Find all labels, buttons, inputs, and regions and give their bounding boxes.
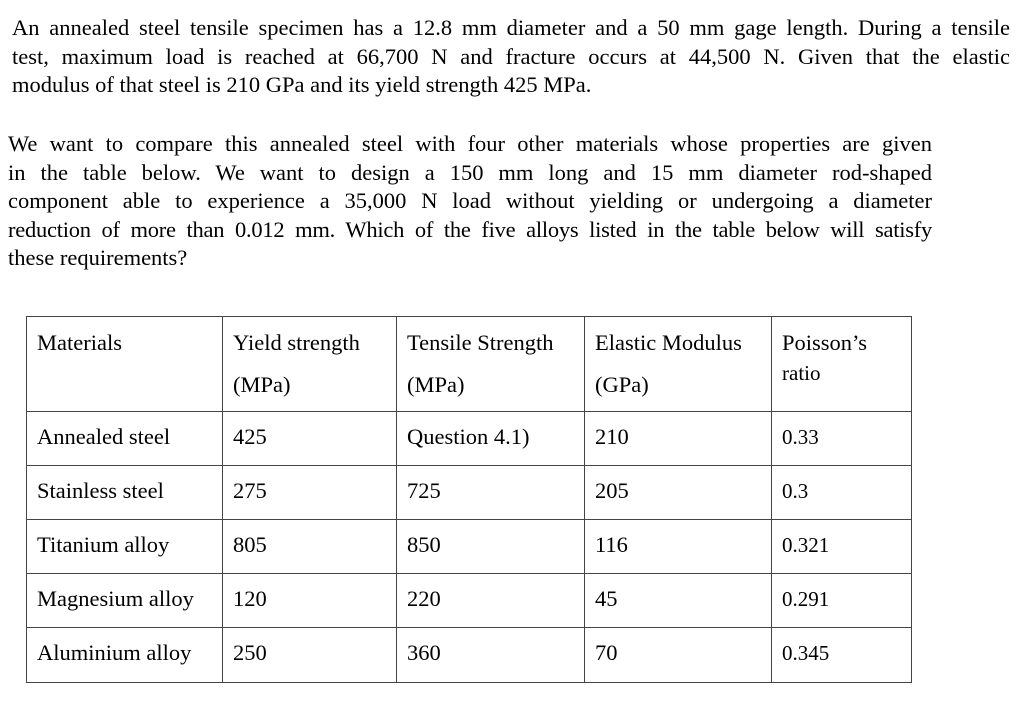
cell-poissons-ratio: 0.321 xyxy=(772,520,912,574)
header-label-line2: ratio xyxy=(782,361,821,385)
table-row xyxy=(27,412,912,466)
paragraph-line: test, maximum load is reached at 66,700 N and fracture occurs at 44,500 N. Given that the elastic xyxy=(12,43,1010,69)
cell-elastic-modulus: 116 xyxy=(585,520,772,574)
cell-yield-strength: 805 xyxy=(223,520,397,574)
paragraph-line: reduction of more than 0.012 mm. Which of the five alloys listed in the table below will satisfy xyxy=(8,216,932,242)
cell-tensile-strength: 360 xyxy=(397,628,585,683)
cell-material: Aluminium alloy xyxy=(27,628,223,683)
paragraph-line: An annealed steel tensile specimen has a 12.8 mm diameter and a 50 mm gage length. During a tensile xyxy=(12,15,1010,40)
header-label: Materials xyxy=(37,330,122,355)
header-materials xyxy=(27,317,223,412)
header-unit: (GPa) xyxy=(595,372,649,397)
cell-poissons-ratio: 0.291 xyxy=(772,574,912,628)
table-row xyxy=(27,520,912,574)
cell-poissons-ratio: 0.345 xyxy=(772,628,912,683)
problem-paragraph-1 xyxy=(12,14,1010,100)
table-row xyxy=(27,466,912,520)
cell-elastic-modulus: 210 xyxy=(585,412,772,466)
header-unit: (MPa) xyxy=(233,372,291,397)
cell-tensile-strength: Question 4.1) xyxy=(397,412,585,466)
cell-elastic-modulus: 205 xyxy=(585,466,772,520)
header-poissons-ratio xyxy=(772,317,912,412)
table-row xyxy=(27,574,912,628)
cell-tensile-strength: 220 xyxy=(397,574,585,628)
cell-poissons-ratio: 0.33 xyxy=(772,412,912,466)
paragraph-line: modulus of that steel is 210 GPa and its yield strength 425 MPa. xyxy=(12,72,592,97)
paragraph-line: these requirements? xyxy=(8,245,188,270)
cell-yield-strength: 120 xyxy=(223,574,397,628)
header-label: Elastic Modulus xyxy=(595,330,742,355)
cell-yield-strength: 250 xyxy=(223,628,397,683)
table-row xyxy=(27,628,912,683)
cell-material: Stainless steel xyxy=(27,466,223,520)
cell-material: Magnesium alloy xyxy=(27,574,223,628)
cell-material: Titanium alloy xyxy=(27,520,223,574)
cell-elastic-modulus: 45 xyxy=(585,574,772,628)
cell-material: Annealed steel xyxy=(27,412,223,466)
header-tensile-strength xyxy=(397,317,585,412)
table-header-row xyxy=(27,317,912,412)
paragraph-line: component able to experience a 35,000 N load without yielding or undergoing a diameter xyxy=(8,188,932,213)
cell-elastic-modulus: 70 xyxy=(585,628,772,683)
header-label: Yield strength xyxy=(233,330,360,355)
header-unit: (MPa) xyxy=(407,372,465,397)
problem-paragraph-2 xyxy=(8,130,932,273)
header-elastic-modulus xyxy=(585,317,772,412)
header-label: Tensile Strength xyxy=(407,330,554,355)
header-label: Poisson’s xyxy=(782,330,868,355)
cell-poissons-ratio: 0.3 xyxy=(772,466,912,520)
cell-tensile-strength: 850 xyxy=(397,520,585,574)
paragraph-line: in the table below. We want to design a 150 mm long and 15 mm diameter rod-shaped xyxy=(8,159,932,185)
cell-tensile-strength: 725 xyxy=(397,466,585,520)
header-yield-strength xyxy=(223,317,397,412)
cell-yield-strength: 425 xyxy=(223,412,397,466)
material-properties-table xyxy=(26,316,912,683)
paragraph-line: We want to compare this annealed steel with four other materials whose properties are given xyxy=(8,131,932,156)
cell-yield-strength: 275 xyxy=(223,466,397,520)
